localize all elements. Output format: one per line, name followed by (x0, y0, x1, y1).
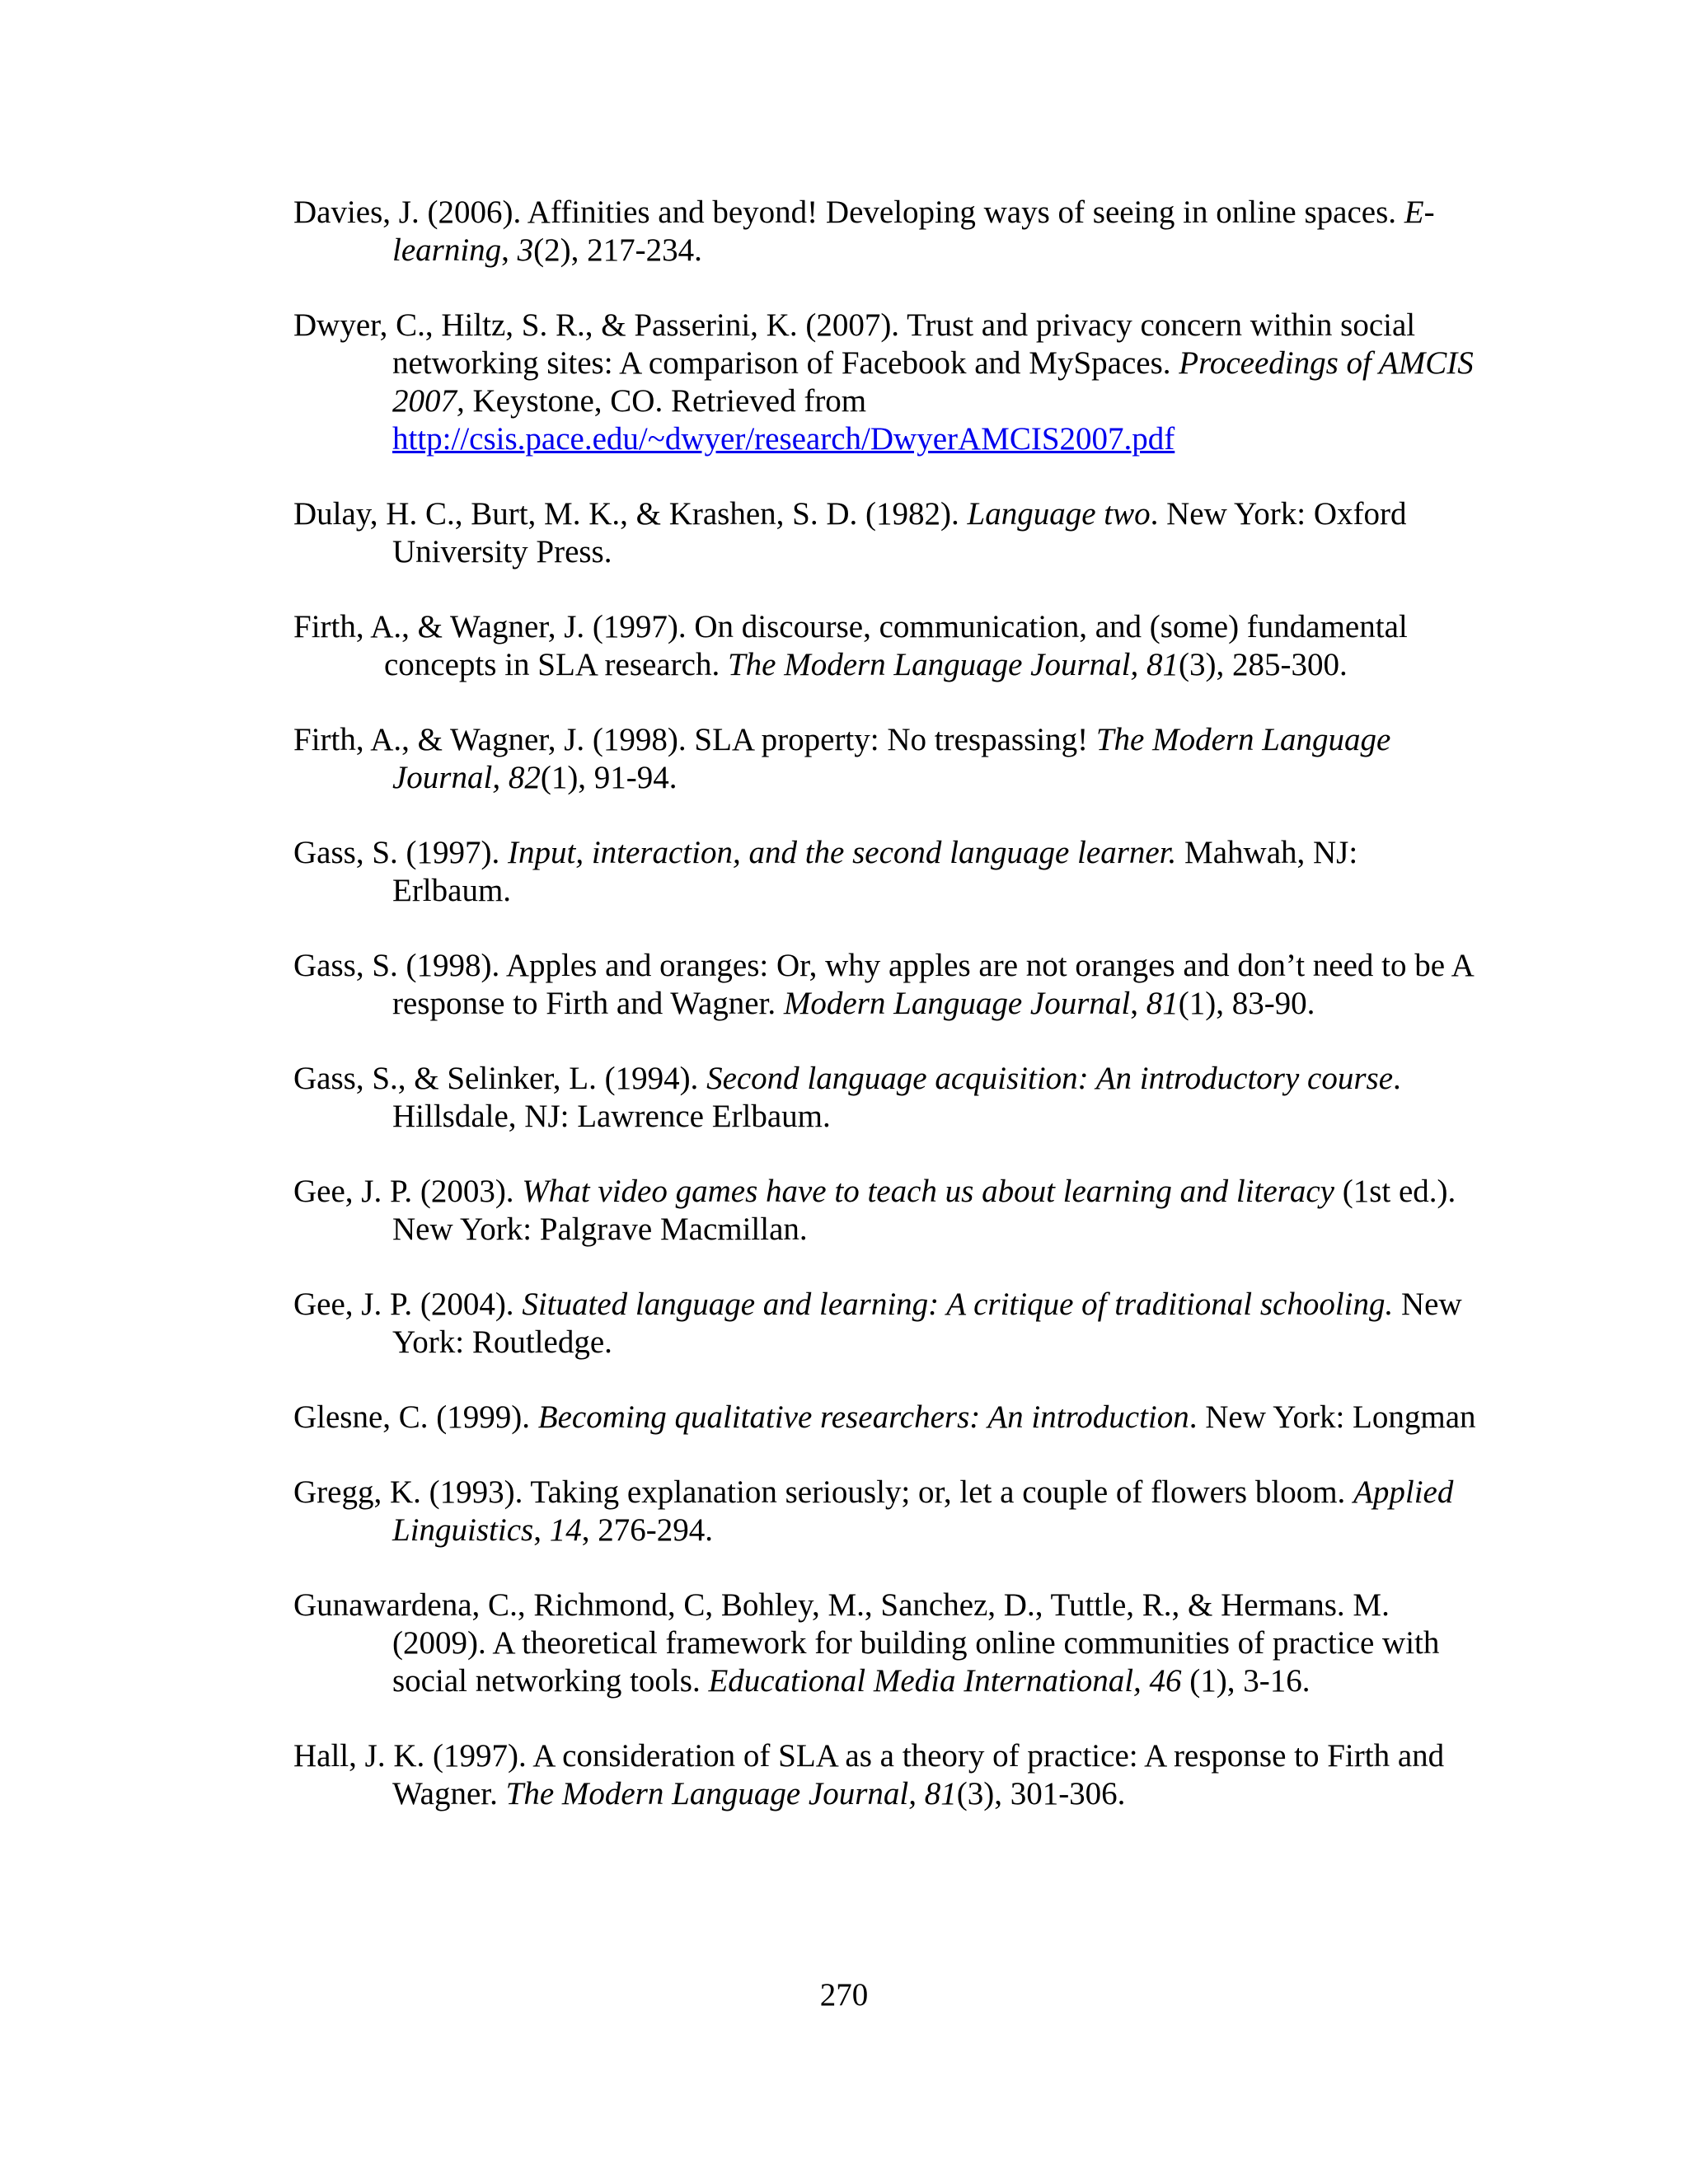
reference-text: Dulay, H. C., Burt, M. K., & Krashen, S. D. (1982). (293, 496, 968, 532)
reference-text: (1st ed.). New York: Palgrave Macmillan. (392, 1174, 1456, 1247)
reference-entry-dwyer-2007 (293, 307, 1480, 458)
reference-entry-glesne-1999 (293, 1399, 1480, 1436)
reference-source: Applied Linguistics (392, 1474, 1454, 1548)
reference-text: Gee, J. P. (2003). (293, 1174, 523, 1209)
reference-entry-dulay-1982 (293, 495, 1480, 571)
reference-text: . New York: Oxford University Press. (392, 496, 1407, 569)
reference-source: E-learning (392, 194, 1435, 268)
reference-text: (1), 91-94. (540, 760, 678, 795)
reference-text: (1), 3-16. (1181, 1663, 1311, 1699)
reference-source: Proceedings of AMCIS 2007, (392, 345, 1474, 419)
reference-source: Educational Media International, 46 (708, 1663, 1182, 1699)
reference-text: Gregg, K. (1993). Taking explanation seriously; or, let a couple of flowers bloom. (293, 1474, 1354, 1510)
reference-volume: 3 (517, 232, 534, 268)
reference-text: Firth, A., & Wagner, J. (1998). SLA property: No trespassing! (293, 722, 1096, 757)
reference-text: Gee, J. P. (2004). (293, 1286, 523, 1322)
reference-text: Keystone, CO. Retrieved from (464, 383, 867, 419)
reference-source: Input, interaction, and the second language learner. (508, 835, 1177, 870)
reference-text: Gass, S. (1998). Apples and oranges: Or, why apples are not oranges and don’t need to be A response to Firth and Wagner. (293, 948, 1473, 1021)
reference-text: Davies, J. (2006). Affinities and beyond! Developing ways of seeing in online spaces. (293, 194, 1404, 230)
reference-text: Mahwah, NJ: Erlbaum. (392, 835, 1358, 908)
reference-entry-firth-1997 (293, 608, 1480, 684)
reference-text: New York: Routledge. (392, 1286, 1462, 1360)
reference-entry-davies-2006 (293, 194, 1480, 269)
reference-source: What video games have to teach us about learning and literacy (522, 1174, 1334, 1209)
reference-source: Modern Language Journal (783, 986, 1131, 1021)
reference-list (293, 194, 1480, 1850)
reference-entry-hall-1997 (293, 1737, 1480, 1813)
reference-source: Situated language and learning: A critique of traditional schooling. (522, 1286, 1394, 1322)
reference-text: Gass, S., & Selinker, L. (1994). (293, 1061, 707, 1096)
reference-text: Dwyer, C., Hiltz, S. R., & Passerini, K. (2007). Trust and privacy concern within social networking sites: A comparison of Facebook and MySpaces. (293, 307, 1416, 381)
reference-text: , (1130, 986, 1146, 1021)
reference-volume: 81 (1146, 986, 1179, 1021)
reference-url-link[interactable]: http://csis.pace.edu/~dwyer/research/DwyerAMCIS2007.pdf (392, 421, 1175, 457)
reference-text: (2), 217-234. (533, 232, 702, 268)
reference-entry-gass-1997 (293, 834, 1480, 910)
reference-volume: 14 (549, 1512, 582, 1548)
reference-text: (1), 83-90. (1178, 986, 1315, 1021)
reference-text: , (533, 1512, 550, 1548)
reference-entry-gee-2003 (293, 1173, 1480, 1249)
reference-entry-gass-1998 (293, 947, 1480, 1023)
reference-text: Hall, J. K. (1997). A consideration of SLA as a theory of practice: A response to Firth and Wagner. (293, 1738, 1445, 1811)
reference-text: , (501, 232, 518, 268)
reference-source: Becoming qualitative researchers: An introduction (537, 1399, 1189, 1435)
reference-entry-gunawardena-2009 (293, 1586, 1480, 1700)
reference-source: The Modern Language Journal, 81 (727, 647, 1179, 682)
reference-text: Firth, A., & Wagner, J. (1997). On discourse, communication, and (some) fundamental concepts in SLA research. (293, 609, 1408, 682)
reference-entry-gregg-1993 (293, 1474, 1480, 1549)
reference-text: (3), 285-300. (1179, 647, 1348, 682)
reference-source: The Modern Language Journal, 82 (392, 722, 1391, 795)
reference-text: Gass, S. (1997). (293, 835, 508, 870)
reference-text: . New York: Longman (1189, 1399, 1476, 1435)
reference-text: (3), 301-306. (956, 1776, 1126, 1811)
reference-entry-gass-selinker-1994 (293, 1060, 1480, 1136)
reference-text: Glesne, C. (1999). (293, 1399, 538, 1435)
reference-source: Second language acquisition: An introductory course (706, 1061, 1394, 1096)
reference-text: , 276-294. (581, 1512, 713, 1548)
reference-entry-firth-1998 (293, 721, 1480, 797)
reference-entry-gee-2004 (293, 1286, 1480, 1361)
page-number: 270 (819, 1977, 869, 2013)
reference-text: Gunawardena, C., Richmond, C, Bohley, M., Sanchez, D., Tuttle, R., & Hermans. M. (2009). A theoretical framework for building online communities of practice with social networking tools. (293, 1587, 1440, 1699)
reference-source: The Modern Language Journal, 81 (505, 1776, 957, 1811)
reference-source: Language two (967, 496, 1151, 532)
reference-text: . Hillsdale, NJ: Lawrence Erlbaum. (392, 1061, 1401, 1134)
